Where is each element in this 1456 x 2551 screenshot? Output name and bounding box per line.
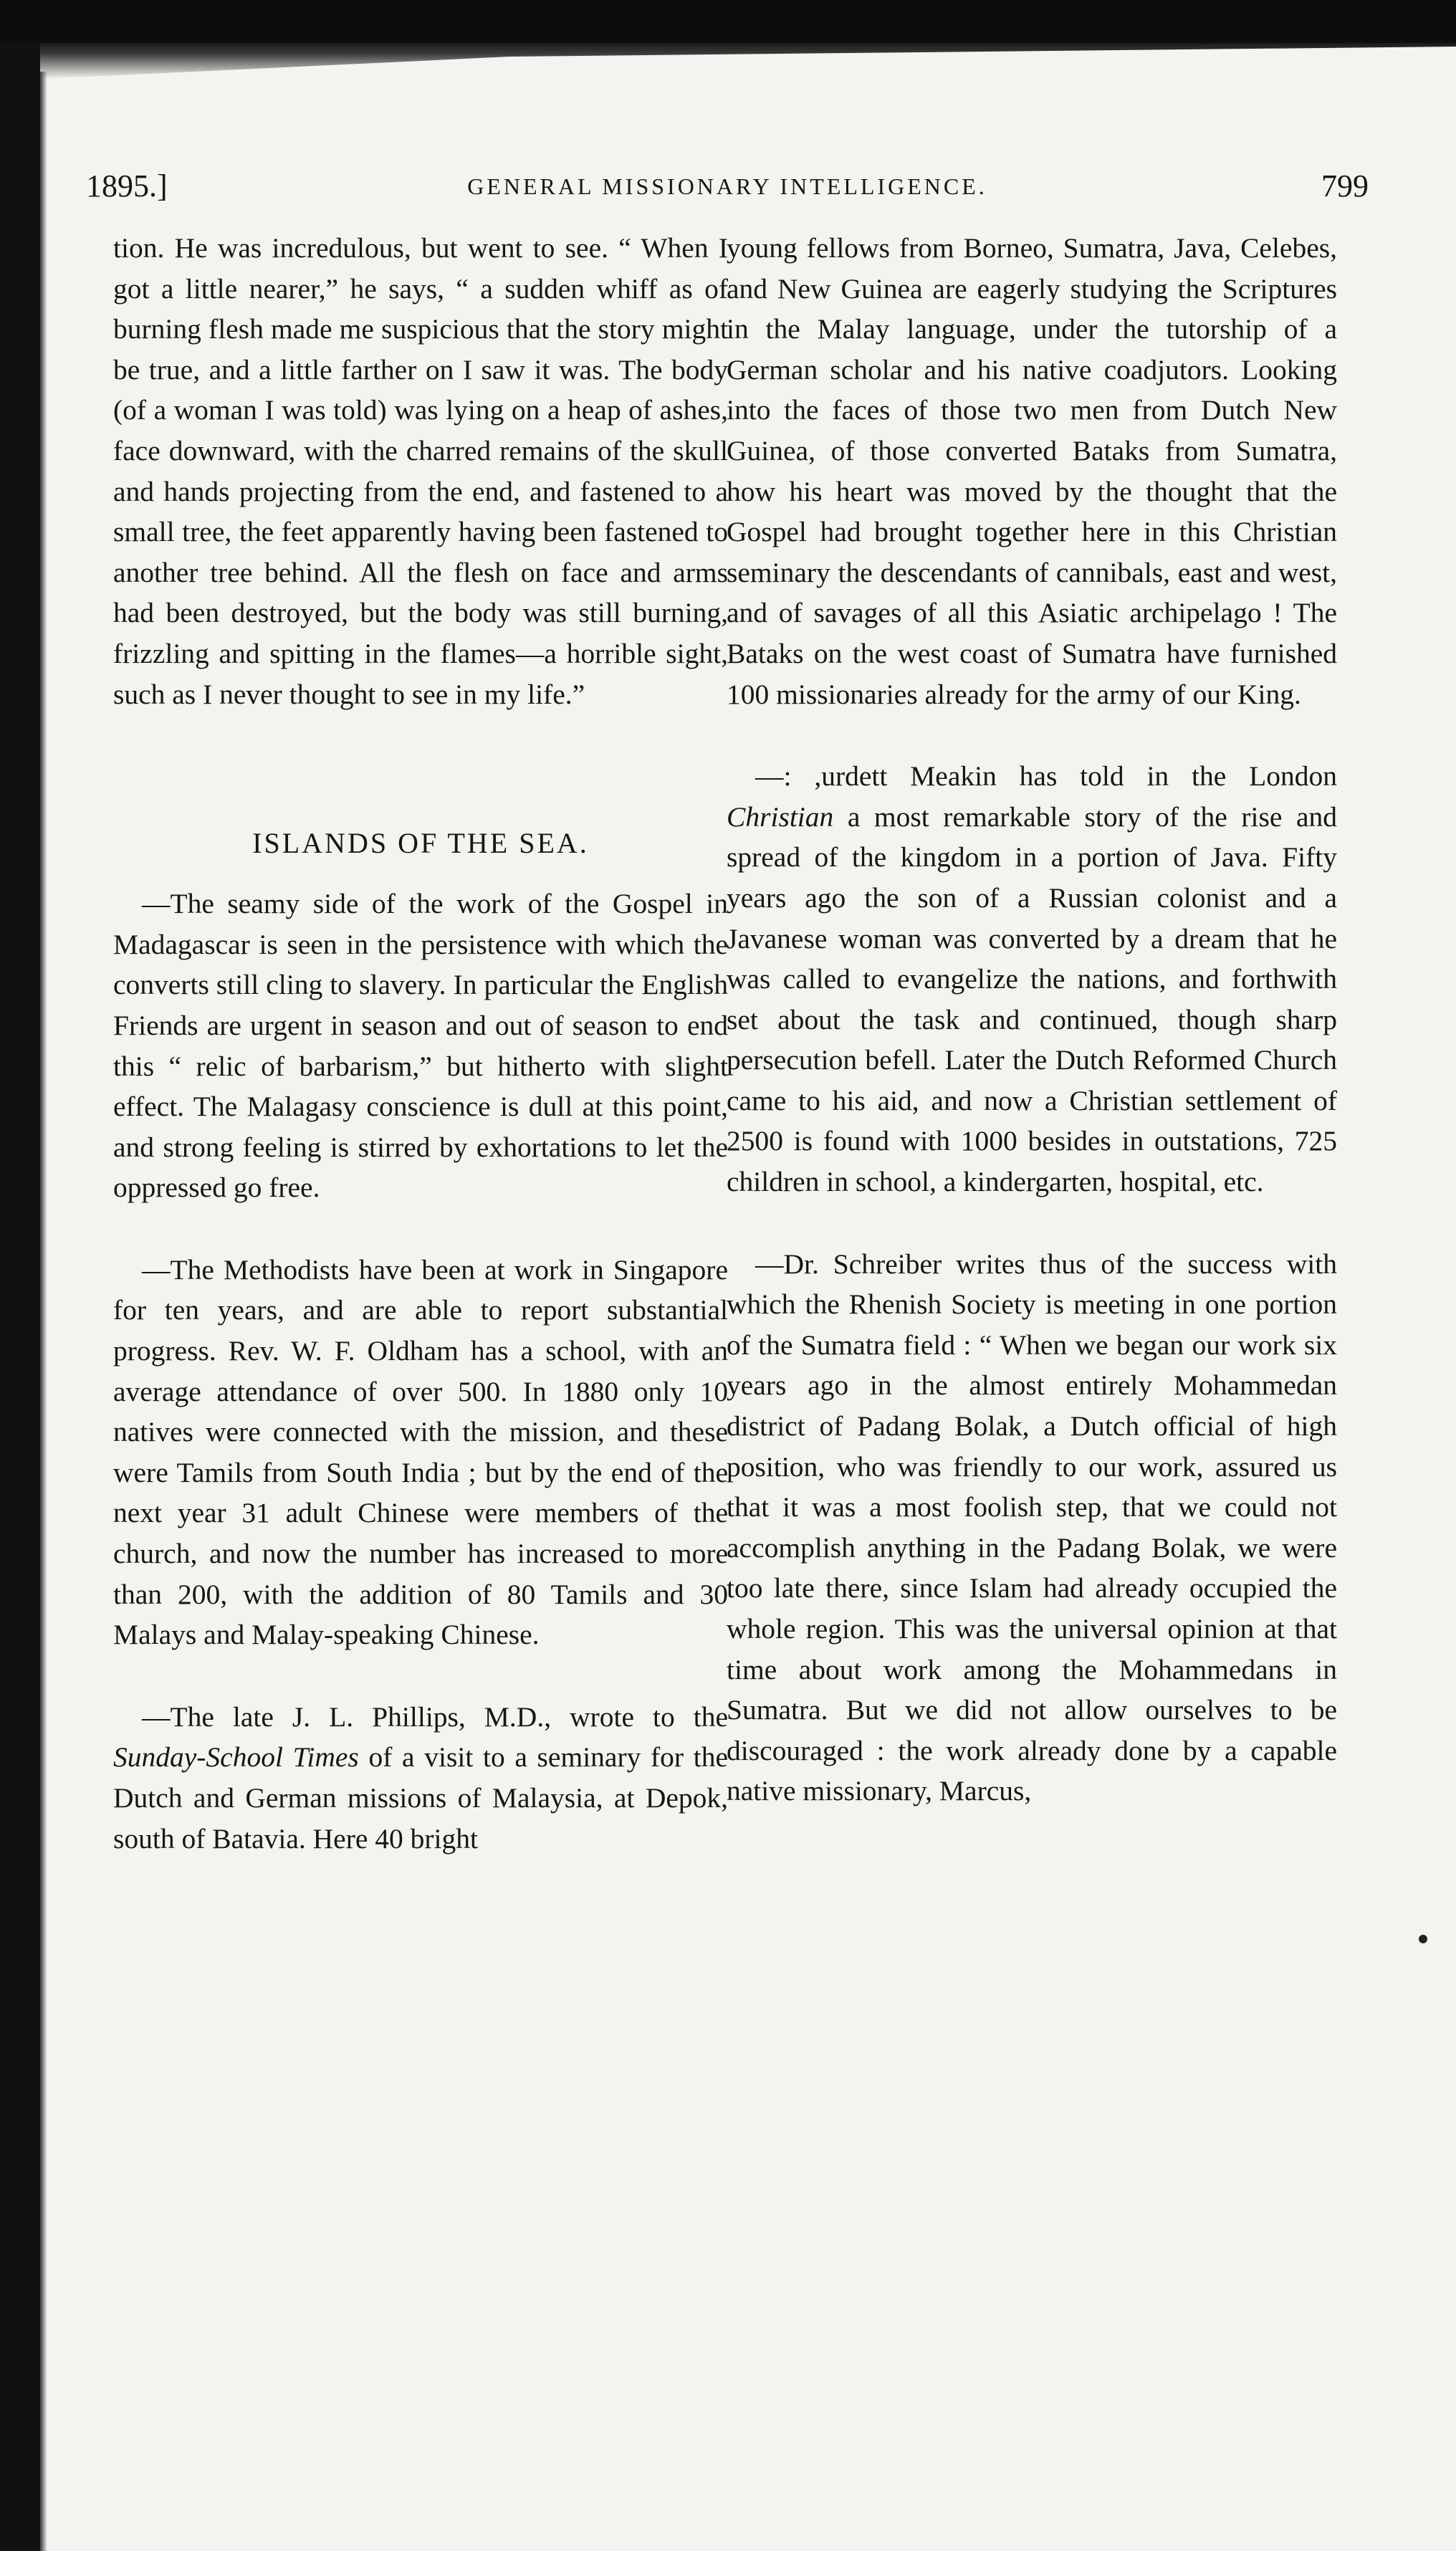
page-header xyxy=(86,161,1369,211)
scan-border-edge xyxy=(40,72,47,2551)
phillips-text-start: —The late J. L. Phillips, M.D., wrote to the xyxy=(142,1700,728,1733)
scan-border-top xyxy=(0,0,1456,46)
phillips-text-end: of a visit to a seminary for the Dutch and German missions of Malaysia, at Depok, south of Batavia. Here 40 bright xyxy=(113,1741,728,1854)
java-text-end: a most remarkable story of the rise and spread of the kingdom in a portion of Java. Fifty years ago the son of a Russian colonist and a Javanese woman was converted by a dream that he was called to evangelize the nations, and forthwith set about the task and continued, though sharp persecution befell. Later the Dutch Reformed Church came to his aid, and now a Christian settlement of 2500 is found with 1000 besides in outstations, 725 children in school, a kindergarten, hospital, etc. xyxy=(727,800,1337,1198)
scan-border-shadow xyxy=(0,43,1456,79)
paragraph-sumatra: —Dr. Schreiber writes thus of the success with which the Rhenish Society is meeting in one portion of the Sumatra field : “ When we began our work six years ago in the almost entirely Mohammedan district of Padang Bolak, a Dutch official of high position, who was friendly to our work, assured us that it was a most foolish step, that we could not accomplish anything in the Padang Bolak, we were too late there, since Islam had already occupied the whole region. This was the universal opinion at that time about work among the Mohammedans in Sumatra. But we did not allow ourselves to be discouraged : the work already done by a capable native missionary, Marcus, xyxy=(727,1248,1337,1807)
right-column xyxy=(727,228,1337,1811)
section-title: ISLANDS OF THE SEA. xyxy=(252,827,589,860)
java-text-start: —: ,urdett Meakin has told in the London xyxy=(755,760,1337,793)
paragraph-phillips xyxy=(113,1697,728,1859)
left-column xyxy=(113,228,728,1859)
java-publication: Christian xyxy=(727,800,834,833)
running-title: GENERAL MISSIONARY INTELLIGENCE. xyxy=(467,173,987,199)
paragraph-madagascar: —The seamy side of the work of the Gospel in Madagascar is seen in the persistence with which the converts still cling to slavery. In particular the English Friends are urgent in season and out of season to end this “ relic of barbarism,” but hitherto with slight effect. The Malagasy conscience is dull at this point, and strong feeling is stirred by exhortations to let the oppressed go free. xyxy=(113,888,728,1204)
header-year: 1895.] xyxy=(86,168,168,204)
scan-speck xyxy=(1419,1935,1427,1943)
scan-border-left xyxy=(0,43,40,2551)
paragraph-seminary-continuation: young fellows from Borneo, Sumatra, Java, Celebes, and New Guinea are eagerly studying the Scriptures in the Malay language, under the tutorship of a German scholar and his native coadjutors. Looking into the faces of those two men from Dutch New Guinea, of those converted Bataks from Sumatra, how his heart was moved by the thought that the Gospel had brought together here in this Christian seminary the descendants of cannibals, east and west, and of savages of all this Asiatic archipelago ! The Bataks on the west coast of Sumatra have furnished 100 missionaries already for the army of our King. xyxy=(727,232,1337,710)
paragraph-singapore: —The Methodists have been at work in Singapore for ten years, and are able to report substantial progress. Rev. W. F. Oldham has a school, with an average attendance of over 500. In 1880 only 10 natives were connected with the mission, and these were Tamils from South India ; but by the end of the next year 31 adult Chinese were members of the church, and now the number has increased to more than 200, with the addition of 80 Tamils and 30 Malays and Malay-speaking Chinese. xyxy=(113,1253,728,1651)
paragraph-java xyxy=(727,756,1337,1202)
phillips-publication: Sunday-School Times xyxy=(113,1741,359,1774)
page-number: 799 xyxy=(1321,168,1369,204)
paragraph-continuation: tion. He was incredulous, but went to see. “ When I got a little nearer,” he says, “ a sudden whiff as of burning flesh made me suspicious that the story might be true, and a little farther on I saw it was. The body (of a woman I was told) was lying on a heap of ashes, face downward, with the charred remains of the skull and hands projecting from the end, and fastened to a small tree, the feet apparently having been fastened to another tree behind. All the flesh on face and arms had been destroyed, but the body was still burning, frizzling and spitting in the flames—a horrible sight, such as I never thought to see in my life.” xyxy=(113,232,728,710)
